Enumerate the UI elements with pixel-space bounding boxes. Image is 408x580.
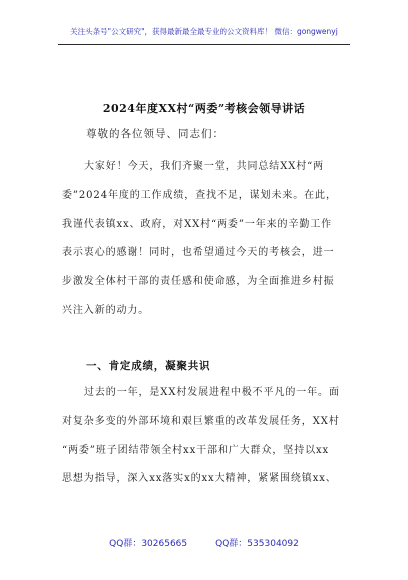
paragraph-line: 对复杂多变的外部环境和艰巨繁重的改革发展任务，XX村 [62,415,340,427]
paragraph-line: 委”2024年度的工作成绩，查找不足，谋划未来。在此， [62,189,337,201]
paragraph-line: 兴注入新的动力。 [62,304,150,316]
footer-contact [0,536,408,549]
paragraph-line: 步激发全体村干部的责任感和使命感，为全面推进乡村振 [62,276,335,288]
footer-qq-group-2: QQ群：535304092 [215,539,299,549]
paragraph-achievements [62,379,346,494]
footer-qq-group-1: QQ群：30265665 [109,539,188,549]
paragraph-line: 表示衷心的感谢！同时，也希望通过今天的考核会，进一 [62,247,335,259]
paragraph-line: 我谨代表镇xx、政府，对XX村“两委”一年来的辛勤工作 [62,218,333,230]
paragraph-line: 大家好！今天，我们齐聚一堂，共同总结XX村“两 [84,161,325,172]
paragraph-line: 思想为指导，深入xx落实x的xx大精神，紧紧围绕镇xx、 [62,473,337,485]
paragraph-line: “两委”班子团结带领全村xx干部和广大群众，坚持以xx [62,444,330,456]
paragraph-intro [62,153,346,326]
header-banner: 关注头条号"公文研究"，获得最新最全最专业的公文资料库！ 微信：gongwenyj [70,27,338,36]
paragraph-line: 过去的一年，是XX村发展进程中极不平凡的一年。面 [84,387,340,398]
document-title: 2024年度XX村“两委”考核会领导讲话 [102,102,306,115]
section-heading: 一、肯定成绩，凝聚共识 [86,360,211,372]
salutation: 尊敬的各位领导、同志们： [86,128,224,140]
header-divider [58,44,350,45]
